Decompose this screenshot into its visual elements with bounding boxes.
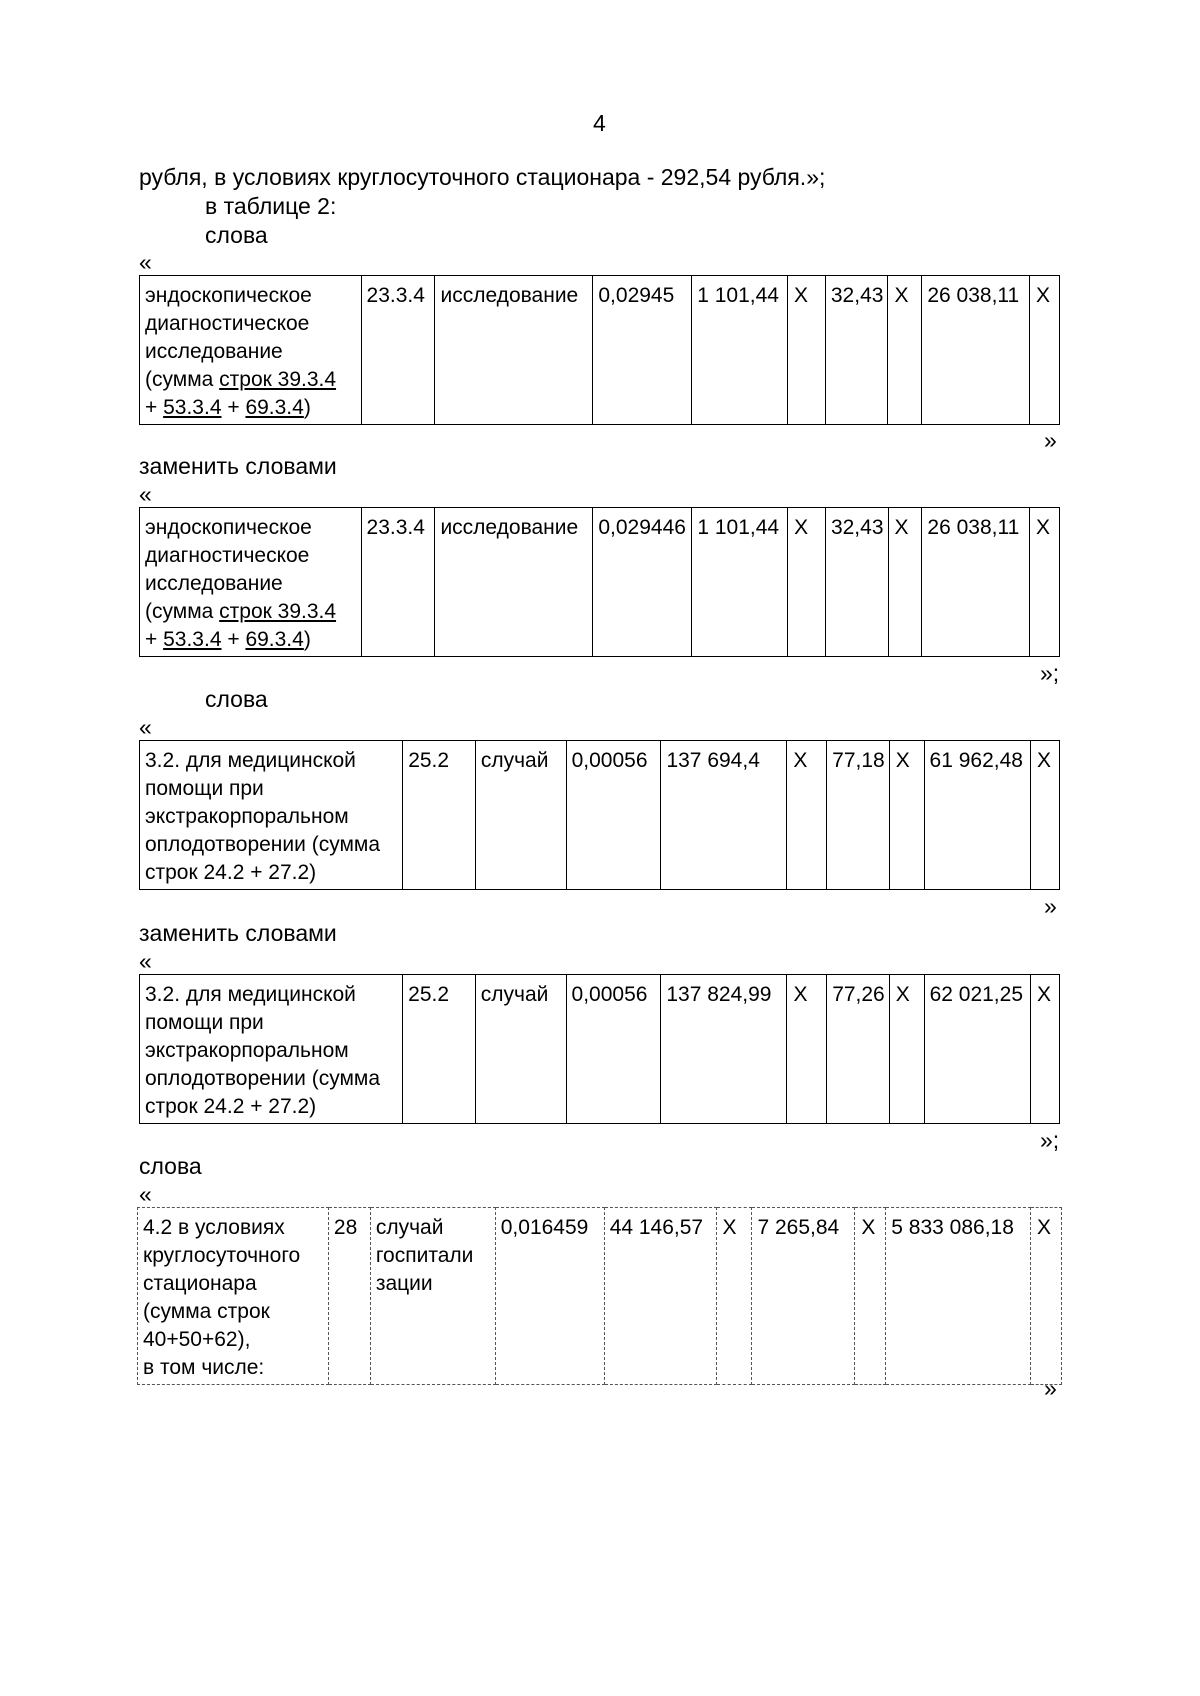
page-number: 4 xyxy=(593,110,606,136)
x-cell: X xyxy=(1030,1208,1061,1385)
words-label: слова xyxy=(205,222,268,248)
row-number: 25.2 xyxy=(403,975,476,1124)
row-number: 28 xyxy=(328,1208,370,1385)
close-quote: » xyxy=(1044,1375,1057,1401)
total-cell: 62 021,25 xyxy=(924,975,1030,1124)
cost-cell: 44 146,57 xyxy=(604,1208,716,1385)
intro-line: рубля, в условиях круглосуточного стационара - 292,54 рубля.»; xyxy=(139,164,826,190)
table-endoscopy-new xyxy=(139,507,1060,657)
cost-cell: 137 824,99 xyxy=(661,975,787,1124)
volume-cell: 0,029446 xyxy=(593,508,692,657)
total-cell: 26 038,11 xyxy=(922,276,1030,425)
row-description: 3.2. для медицинской помощи при экстракорпоральном оплодотворении (сумма строк 24.2 + 27.2) xyxy=(140,975,403,1124)
words-label: слова xyxy=(205,686,268,712)
x-cell: X xyxy=(788,508,826,657)
close-quote: »; xyxy=(1040,660,1060,686)
unit-cell: исследование xyxy=(435,276,593,425)
x-cell: X xyxy=(1031,741,1060,890)
row-number: 23.3.4 xyxy=(361,508,435,657)
x-cell: X xyxy=(888,508,922,657)
open-quote: « xyxy=(139,481,152,507)
unit-cell: случай госпитали зации xyxy=(370,1208,495,1385)
table-ivf-new xyxy=(139,974,1060,1124)
row-description: 3.2. для медицинской помощи при экстракорпоральном оплодотворении (сумма строк 24.2 + 27.2) xyxy=(140,741,403,890)
per-capita-cell: 32,43 xyxy=(825,508,888,657)
x-cell: X xyxy=(889,741,924,890)
per-capita-cell: 7 265,84 xyxy=(752,1208,855,1385)
total-cell: 61 962,48 xyxy=(924,741,1030,890)
unit-cell: случай xyxy=(475,741,566,890)
x-cell: X xyxy=(888,276,922,425)
x-cell: X xyxy=(855,1208,886,1385)
unit-cell: случай xyxy=(475,975,566,1124)
volume-cell: 0,00056 xyxy=(566,741,661,890)
open-quote: « xyxy=(139,714,152,740)
x-cell: X xyxy=(1031,975,1060,1124)
table-ivf-old xyxy=(139,740,1060,890)
cost-cell: 137 694,4 xyxy=(661,741,787,890)
x-cell: X xyxy=(1030,508,1060,657)
unit-cell: исследование xyxy=(435,508,593,657)
total-cell: 5 833 086,18 xyxy=(886,1208,1031,1385)
open-quote: « xyxy=(139,249,152,275)
total-cell: 26 038,11 xyxy=(922,508,1030,657)
open-quote: « xyxy=(139,1181,152,1207)
volume-cell: 0,016459 xyxy=(495,1208,604,1385)
per-capita-cell: 32,43 xyxy=(825,276,888,425)
close-quote: »; xyxy=(1040,1127,1060,1153)
cost-cell: 1 101,44 xyxy=(692,508,788,657)
x-cell: X xyxy=(716,1208,752,1385)
per-capita-cell: 77,18 xyxy=(827,741,890,890)
x-cell: X xyxy=(1029,276,1059,425)
x-cell: X xyxy=(788,276,826,425)
x-cell: X xyxy=(787,975,827,1124)
per-capita-cell: 77,26 xyxy=(827,975,890,1124)
row-number: 25.2 xyxy=(403,741,476,890)
replace-label: заменить словами xyxy=(139,453,337,479)
table-endoscopy-old xyxy=(139,275,1060,425)
row-description: эндоскопическое диагностическое исследование (сумма строк 39.3.4 + 53.3.4 + 69.3.4) xyxy=(140,276,362,425)
open-quote: « xyxy=(139,948,152,974)
row-description: эндоскопическое диагностическое исследование (сумма строк 39.3.4 + 53.3.4 + 69.3.4) xyxy=(140,508,362,657)
row-description: 4.2 в условиях круглосуточного стационара (сумма строк 40+50+62), в том числе: xyxy=(138,1208,329,1385)
x-cell: X xyxy=(889,975,924,1124)
volume-cell: 0,00056 xyxy=(566,975,661,1124)
words-label: слова xyxy=(139,1153,202,1179)
cost-cell: 1 101,44 xyxy=(692,276,788,425)
close-quote: » xyxy=(1044,893,1057,919)
row-number: 23.3.4 xyxy=(361,276,435,425)
replace-label: заменить словами xyxy=(139,920,337,946)
close-quote: » xyxy=(1044,427,1057,453)
x-cell: X xyxy=(787,741,827,890)
volume-cell: 0,02945 xyxy=(593,276,692,425)
table-round-the-clock xyxy=(137,1207,1062,1385)
table-reference: в таблице 2: xyxy=(205,193,337,219)
